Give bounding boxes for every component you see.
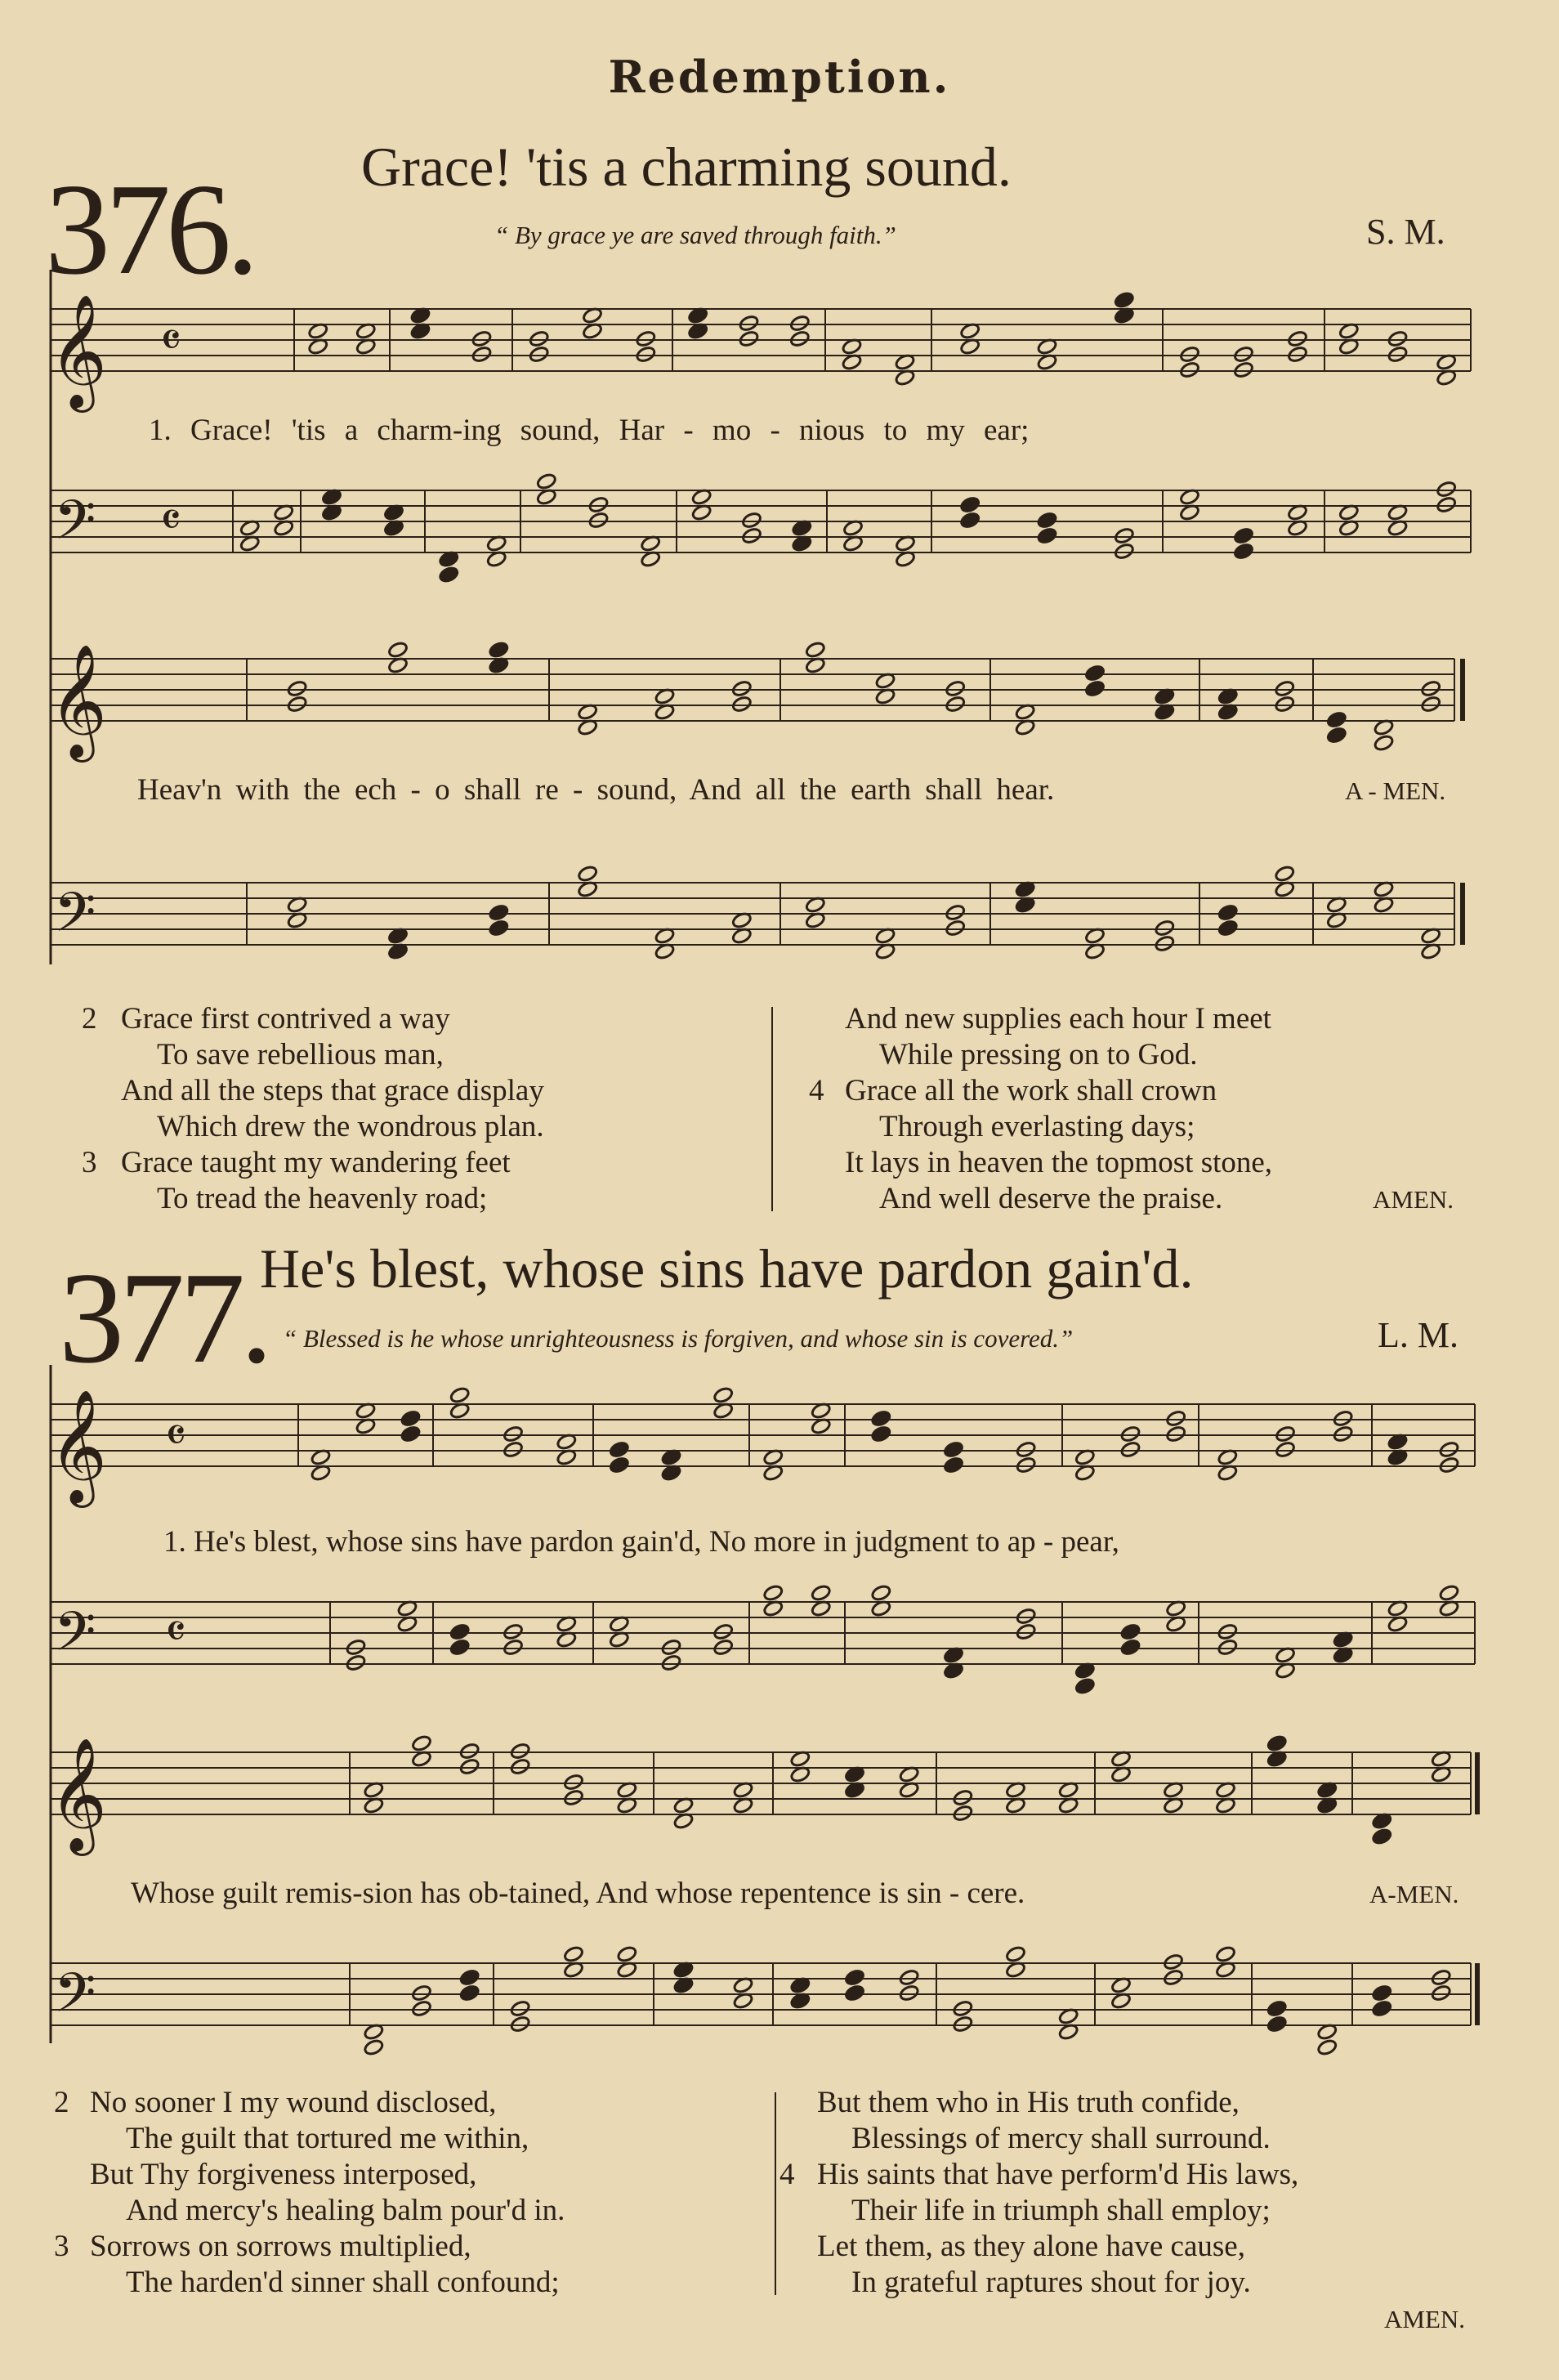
note (739, 330, 760, 348)
stanza-line: No sooner I my wound disclosed, (90, 2086, 497, 2119)
stanza-line: Grace all the work shall crown (845, 1074, 1217, 1107)
treble-clef: 𝄞 (49, 1389, 107, 1503)
note (1154, 919, 1175, 937)
note (503, 1441, 524, 1459)
stanza-number: 4 (780, 2158, 795, 2191)
note (635, 346, 656, 364)
bass-clef: 𝄢 (54, 1600, 96, 1676)
note (1084, 664, 1106, 682)
note (945, 680, 966, 698)
note (731, 696, 753, 714)
note (661, 1639, 682, 1657)
note (563, 1789, 584, 1807)
note (712, 1639, 734, 1657)
note (1439, 1584, 1460, 1602)
note (1217, 919, 1239, 937)
note (588, 512, 610, 530)
note (459, 1758, 480, 1776)
note (503, 1623, 524, 1641)
note (1275, 1441, 1296, 1459)
note (1266, 2000, 1288, 2018)
note (789, 330, 811, 348)
note (731, 680, 753, 698)
note (899, 1969, 920, 1987)
note (943, 1441, 964, 1459)
stanza-line: The harden'd sinner shall confound; (126, 2266, 560, 2299)
stanza-line: Grace first contrived a way (121, 1002, 450, 1036)
stanza-line: And all the steps that grace display (121, 1074, 544, 1107)
stanza-line: Blessings of mercy shall surround. (851, 2122, 1271, 2155)
stanza-line: It lays in heaven the topmost stone, (845, 1146, 1273, 1179)
note (1179, 361, 1200, 379)
note (1326, 727, 1347, 745)
stanza-line: And mercy's healing balm pour'd in. (126, 2194, 565, 2227)
note (1084, 680, 1106, 698)
note (741, 527, 762, 545)
note (1215, 1945, 1236, 1963)
note (1233, 527, 1254, 545)
scripture-text: “ Blessed is he whose unrighteousness is forgiven, and whose sin is covered.” (283, 1324, 1074, 1353)
stanza-line: Which drew the wondrous plan. (157, 1110, 544, 1143)
amen-lyric: A-MEN. (1369, 1880, 1459, 1908)
note (1387, 330, 1409, 348)
note (411, 1734, 432, 1752)
amen-mark: AMEN. (1373, 1185, 1454, 1214)
note (1439, 1456, 1460, 1474)
note (712, 1386, 734, 1404)
note (609, 1456, 630, 1474)
note (503, 1639, 524, 1657)
note (1371, 1828, 1392, 1845)
note (1371, 1984, 1392, 2002)
note (1374, 734, 1395, 752)
note (1179, 346, 1200, 364)
stanza-line: To tread the heavenly road; (157, 1182, 488, 1215)
note (1217, 1639, 1238, 1657)
note (449, 1386, 471, 1404)
stanza-line: And well deserve the praise. (879, 1182, 1223, 1215)
treble-clef: 𝄞 (49, 294, 107, 408)
treble-clef: 𝄞 (49, 644, 107, 758)
note (1275, 1425, 1296, 1443)
note (1333, 1425, 1354, 1443)
note (510, 1742, 531, 1760)
note (1420, 680, 1441, 698)
note (1274, 680, 1295, 698)
lyric-line: Whose guilt remis-sion has ob-tained, And whose repentence is sin - cere. (131, 1877, 1025, 1910)
note (739, 315, 760, 333)
note (529, 346, 550, 364)
note (287, 680, 308, 698)
note (661, 1654, 682, 1672)
note (510, 2015, 531, 2033)
note (1431, 1969, 1452, 1987)
note (945, 904, 966, 922)
note (588, 496, 610, 514)
note (1274, 865, 1295, 883)
stanza-line: But them who in His truth confide, (817, 2086, 1240, 2119)
note (1217, 904, 1239, 922)
note (1005, 1945, 1026, 1963)
note (1420, 696, 1441, 714)
note (1114, 527, 1135, 545)
note (287, 696, 308, 714)
note (510, 2000, 531, 2018)
note (1120, 1639, 1141, 1657)
note (609, 1441, 630, 1459)
note (805, 641, 826, 659)
note (1431, 1984, 1452, 2002)
lyric-line: 1. He's blest, whose sins have pardon gain'd, No more in judgment to ap - pear, (163, 1525, 1119, 1559)
note (387, 641, 409, 659)
note (952, 2000, 973, 2018)
note (1233, 361, 1254, 379)
note (459, 1742, 480, 1760)
scripture-text: “ By grace ye are saved through faith.” (494, 221, 896, 249)
note (741, 512, 762, 530)
note (844, 1984, 865, 2002)
note (1120, 1441, 1141, 1459)
note (510, 1758, 531, 1776)
note (1326, 711, 1347, 729)
note (346, 1639, 367, 1657)
note (811, 1584, 832, 1602)
hymn-number: 377. (59, 1245, 268, 1390)
note (529, 330, 550, 348)
stanza-line: In grateful raptures shout for joy. (851, 2266, 1251, 2299)
note (1436, 481, 1457, 499)
note (945, 696, 966, 714)
note (952, 1789, 973, 1807)
stanza-line: But Thy forgiveness interposed, (90, 2158, 477, 2191)
note (459, 1984, 480, 2002)
stanza-line: While pressing on to God. (879, 1038, 1198, 1071)
note (1436, 496, 1457, 514)
note (1114, 291, 1135, 309)
note (1439, 1441, 1460, 1459)
time-signature: 𝄴 (165, 1604, 186, 1659)
note (1274, 696, 1295, 714)
bass-clef: 𝄢 (54, 1962, 96, 2038)
note (870, 1584, 891, 1602)
note (959, 512, 981, 530)
stanza-line: His saints that have perform'd His laws, (817, 2158, 1299, 2191)
note (1154, 935, 1175, 953)
note (363, 2038, 384, 2056)
note (952, 1805, 973, 1823)
stanza-line: The guilt that tortured me within, (126, 2122, 529, 2155)
time-signature: 𝄴 (160, 492, 181, 548)
note (471, 346, 493, 364)
note (449, 1623, 471, 1641)
note (536, 472, 557, 490)
note (346, 1654, 367, 1672)
note (488, 641, 509, 659)
note (712, 1623, 734, 1641)
note (1074, 1677, 1096, 1695)
stanza-number: 2 (54, 2086, 69, 2119)
stanza-line: Grace taught my wandering feet (121, 1146, 511, 1179)
note (1016, 1608, 1037, 1626)
hymn-title: Grace! 'tis a charming sound. (361, 136, 1012, 198)
section-title: Redemption. (608, 51, 951, 103)
note (449, 1639, 471, 1657)
stanza-line: Their life in triumph shall employ; (851, 2194, 1271, 2227)
note (1037, 527, 1058, 545)
note (471, 330, 493, 348)
note (438, 566, 459, 584)
note (1371, 2000, 1392, 2018)
lyric-line: 1. Grace! 'tis a charm-ing sound, Har - mo - nious to my ear; (149, 414, 1030, 447)
hymn-number: 376. (45, 156, 254, 302)
stanza-number: 2 (82, 1002, 97, 1036)
bass-clef: 𝄢 (54, 881, 96, 957)
note (1316, 2038, 1338, 2056)
note (1016, 1441, 1037, 1459)
stanza-number: 3 (54, 2230, 69, 2263)
note (503, 1425, 524, 1443)
hymn-title: He's blest, whose sins have pardon gain'd. (260, 1237, 1194, 1300)
amen-lyric: A - MEN. (1345, 776, 1446, 805)
note (577, 865, 598, 883)
note (1287, 346, 1308, 364)
stanza-number: 3 (82, 1146, 97, 1179)
note (1387, 346, 1409, 364)
note (1016, 1456, 1037, 1474)
note (400, 1425, 422, 1443)
note (1163, 1953, 1184, 1971)
note (870, 1425, 891, 1443)
meter: S. M. (1366, 212, 1445, 252)
note (870, 1410, 891, 1428)
note (563, 1945, 584, 1963)
note (789, 315, 811, 333)
note (1266, 1734, 1288, 1752)
stanza-line: Through everlasting days; (879, 1110, 1195, 1143)
meter: L. M. (1378, 1315, 1458, 1355)
note (1266, 2015, 1288, 2033)
stanza-line: To save rebellious man, (157, 1038, 444, 1071)
stanza-number: 4 (809, 1074, 824, 1107)
lyric-line: Heav'n with the ech - o shall re - sound, And all the earth shall hear. (137, 773, 1055, 807)
note (1233, 346, 1254, 364)
note (635, 330, 656, 348)
note (943, 1456, 964, 1474)
note (400, 1410, 422, 1428)
note (1287, 330, 1308, 348)
stanza-line: And new supplies each hour I meet (845, 1002, 1271, 1036)
note (1163, 1969, 1184, 1987)
note (1120, 1425, 1141, 1443)
note (411, 2000, 432, 2018)
note (959, 496, 981, 514)
note (1016, 1623, 1037, 1641)
note (563, 1774, 584, 1792)
note (945, 919, 966, 937)
stanza-line: Let them, as they alone have cause, (817, 2230, 1245, 2263)
note (488, 919, 509, 937)
note (488, 904, 509, 922)
note (762, 1584, 784, 1602)
note (1037, 512, 1058, 530)
note (1233, 543, 1254, 561)
note (1165, 1425, 1186, 1443)
stanza-line: Sorrows on sorrows multiplied, (90, 2230, 471, 2263)
time-signature: 𝄴 (165, 1407, 186, 1463)
note (1217, 1623, 1238, 1641)
note (616, 1945, 637, 1963)
note (459, 1969, 480, 1987)
bass-clef: 𝄢 (54, 489, 96, 565)
time-signature: 𝄴 (160, 312, 181, 368)
note (1333, 1410, 1354, 1428)
note (1165, 1410, 1186, 1428)
note (1120, 1623, 1141, 1641)
note (844, 1969, 865, 1987)
amen-mark: AMEN. (1384, 2305, 1466, 2333)
note (1114, 543, 1135, 561)
note (411, 1984, 432, 2002)
note (899, 1984, 920, 2002)
note (952, 2015, 973, 2033)
treble-clef: 𝄞 (49, 1738, 107, 1851)
